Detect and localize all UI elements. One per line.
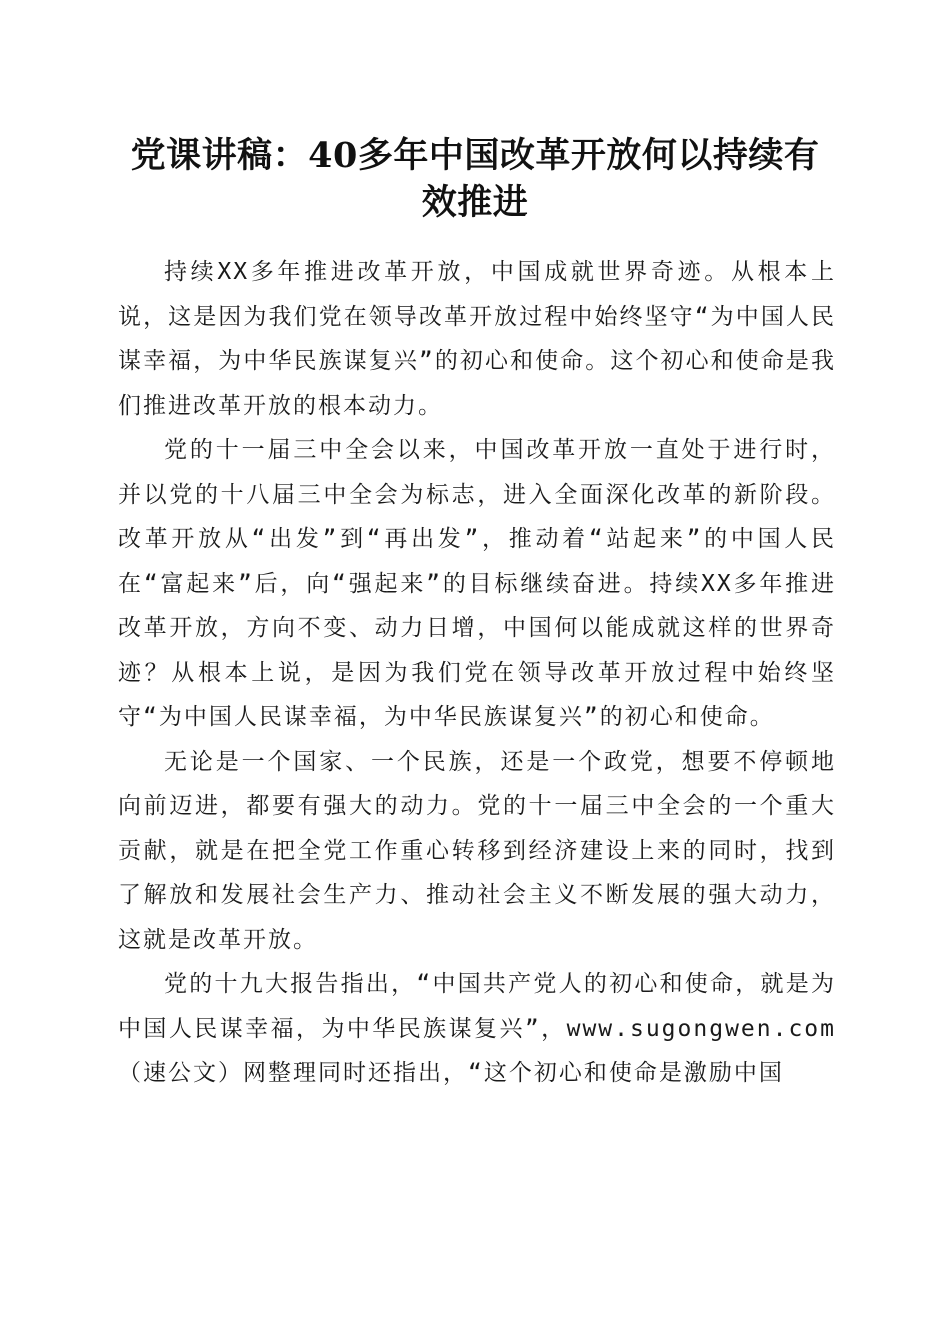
document-title: 党课讲稿：40多年中国改革开放何以持续有效推进 xyxy=(130,135,820,223)
paragraph-2: 党的十一届三中全会以来，中国改革开放一直处于进行时，并以党的十八届三中全会为标志，进入全面深化改革的新阶段。改革开放从“出发”到“再出发”，推动着“站起来”的中国人民在“富起来”后，向“强起来”的目标继续奋进。持续XX多年推进改革开放，方向不变、动力日增，中国何以能成就这样的世界奇迹？从根本上说，是因为我们党在领导改革开放过程中始终坚守“为中国人民谋幸福，为中华民族谋复兴”的初心和使命。 xyxy=(118,437,836,730)
paragraph-1: 持续XX多年推进改革开放，中国成就世界奇迹。从根本上说，这是因为我们党在领导改革开放过程中始终坚守“为中国人民谋幸福，为中华民族谋复兴”的初心和使命。这个初心和使命是我们推进改革开放的根本动力。 xyxy=(118,259,836,419)
document-body xyxy=(118,250,836,1096)
paragraph-4: 党的十九大报告指出，“中国共产党人的初心和使命，就是为中国人民谋幸福，为中华民族谋复兴”，www.sugongwen.com（速公文）网整理同时还指出，“这个初心和使命是激励中国 xyxy=(118,971,836,1086)
paragraph-3: 无论是一个国家、一个民族，还是一个政党，想要不停顿地向前迈进，都要有强大的动力。党的十一届三中全会的一个重大贡献，就是在把全党工作重心转移到经济建设上来的同时，找到了解放和发展社会生产力、推动社会主义不断发展的强大动力，这就是改革开放。 xyxy=(118,748,836,953)
